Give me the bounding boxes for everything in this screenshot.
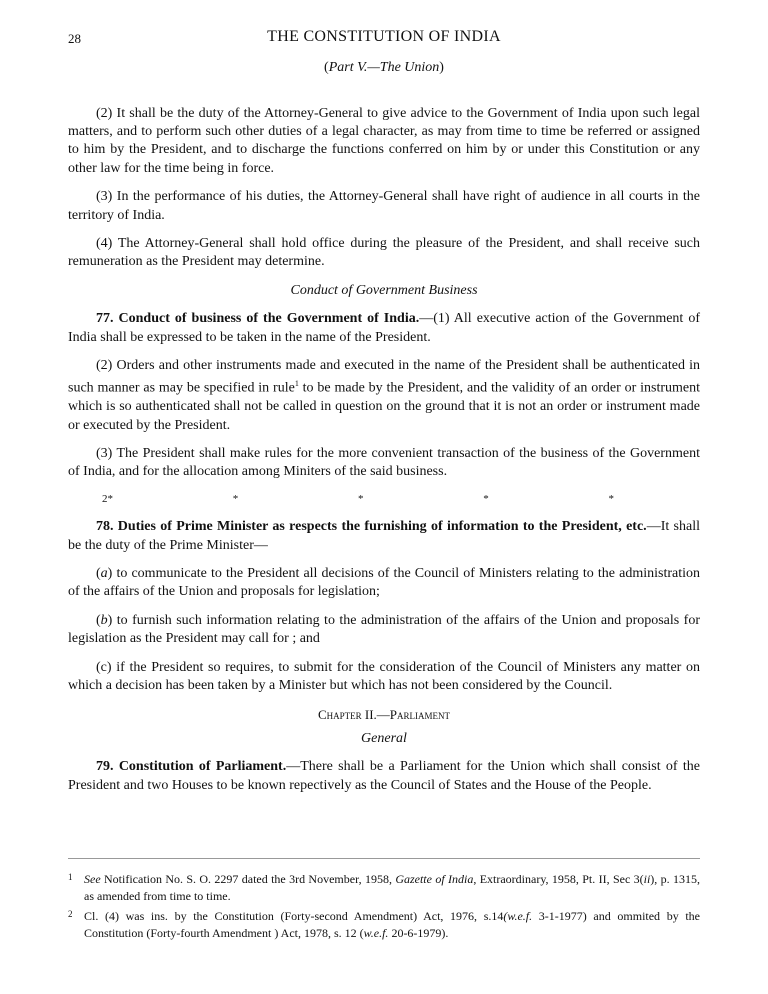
article-77-title: 77. Conduct of business of the Government of India. bbox=[96, 311, 420, 327]
footnote-2: 2 Cl. (4) was ins. by the Constitution (Forty-second Amendment) Act, 1976, s.14(w.e.f. 3-1-1977) and ommited by the Constitution (Forty-fourth Amendment ) Act, 1978, s. 12 (w.e.f. 20-6-1979). bbox=[68, 909, 701, 940]
article-78-intro: 78. Duties of Prime Minister as respects the furnishing of information to the President, etc.—It shall be the duty of the Prime Minister— bbox=[68, 519, 700, 553]
article-78-title: 78. Duties of Prime Minister as respects the furnishing of information to the President, etc. bbox=[96, 519, 647, 535]
page-number: 28 bbox=[68, 31, 81, 46]
article-78-b: (b) to furnish such information relating to the administration of the affairs of the Union and proposals for legislation as the President may call for ; and bbox=[68, 613, 700, 647]
footnote-divider bbox=[68, 858, 700, 859]
body-text bbox=[68, 105, 700, 805]
section-heading-business: Conduct of Government Business bbox=[290, 283, 478, 299]
article-78-a: (a) to communicate to the President all decisions of the Council of Ministers relating to the administration of the affairs of the Union and proposals for legislation; bbox=[68, 566, 700, 600]
footnote-1: 1 See Notification No. S. O. 2297 dated the 3rd November, 1958, Gazette of India, Extraordinary, 1958, Pt. II, Sec 3(ii), p. 1315, as amended from time to time. bbox=[68, 872, 700, 903]
article-78-c: (c) if the President so requires, to submit for the consideration of the Council of Ministers any matter on which a decision has been taken by a Minister but which has not been considered by the Council. bbox=[68, 660, 700, 694]
footnote-ref-1: 1 bbox=[294, 379, 299, 389]
section-heading-general: General bbox=[361, 731, 407, 747]
paragraph-76-2: (2) It shall be the duty of the Attorney-General to give advice to the Government of India upon such legal matters, and to perform such other duties of a legal character, as may from time to time be referred or assigned to him by the President, and to discharge the functions conferred on him by or under this Constitution or any other law for the time being in force. bbox=[68, 106, 700, 176]
article-77-2: (2) Orders and other instruments made and executed in the name of the President shall be authenticated in such manner as may be specified in rule$^1$ to be made by the President, and the validity of an order or instrument which is so authenticated shall not be called in question on the ground that it is not an order or instrument made or executed by the President. bbox=[68, 358, 700, 433]
article-77-1: 77. Conduct of business of the Government of India.—(1) All executive action of the Government of India shall be expressed to be taken in the name of the President. bbox=[68, 311, 700, 345]
omission-stars: 2* * * * * bbox=[102, 493, 614, 506]
article-77-3: (3) The President shall make rules for the more convenient transaction of the business of the Government of India, and for the allocation among Miniters of the said business. bbox=[68, 446, 700, 480]
article-79: 79. Constitution of Parliament.—There shall be a Parliament for the Union which shall consist of the President and two Houses to be known repectively as the Council of States and the House of the People. bbox=[68, 759, 701, 793]
paragraph-76-4: (4) The Attorney-General shall hold office during the pleasure of the President, and shall receive such remuneration as the President may determine. bbox=[68, 236, 700, 270]
paragraph-76-3: (3) In the performance of his duties, the Attorney-General shall have right of audience in all courts in the territory of India. bbox=[68, 189, 700, 223]
chapter-heading: Chapter II.—Parliament bbox=[317, 706, 451, 722]
article-79-title: 79. Constitution of Parliament. bbox=[96, 759, 287, 775]
footnotes bbox=[68, 871, 700, 945]
part-subtitle: (Part V.—The Union) bbox=[324, 60, 444, 75]
page-title: THE CONSTITUTION OF INDIA bbox=[267, 28, 501, 45]
